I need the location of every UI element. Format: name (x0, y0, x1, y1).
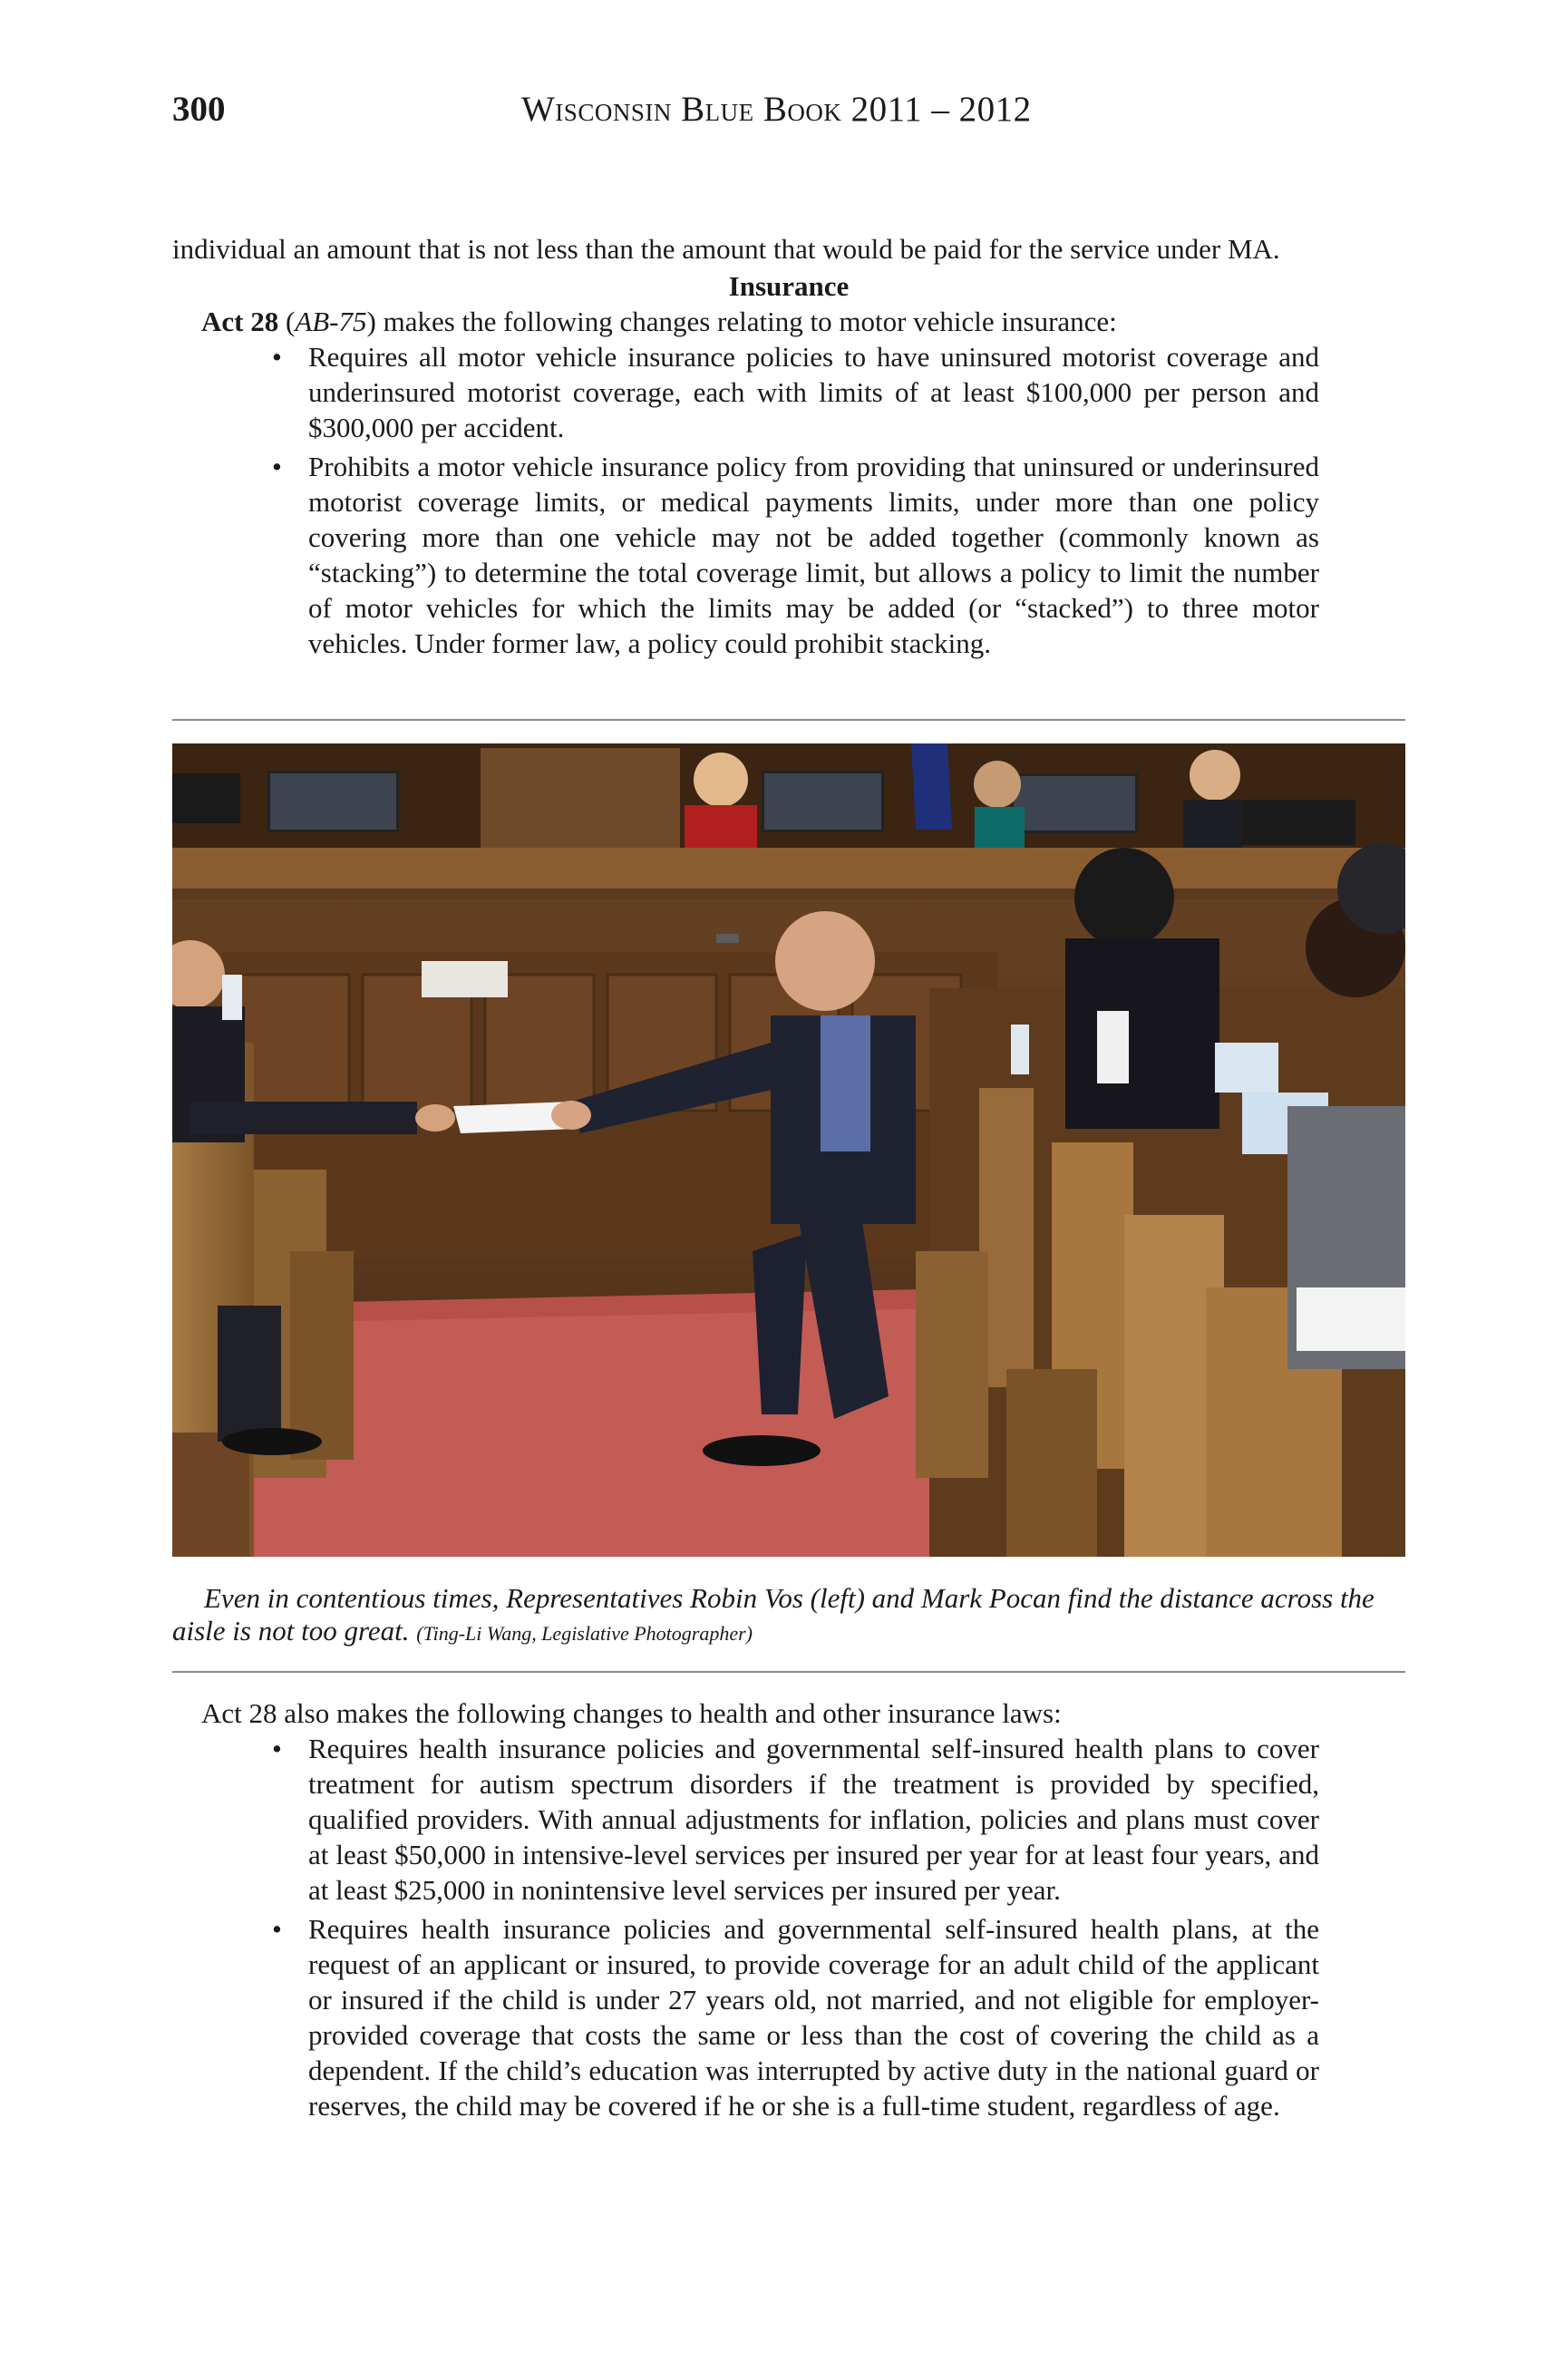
bullet-text: Prohibits a motor vehicle insurance policy from providing that uninsured or underinsured motorist coverage limits, or medical payments limits, under more than one policy covering more than one vehicle may not be added together (commonly known as “stacking”) to determine the total coverage limit, but allows a policy to limit the number of motor vehicles for which the limits may be added (or “stacked”) to three motor vehicles. Under former law, a policy could prohibit stacking. (308, 451, 1319, 659)
bullet-item (172, 339, 1405, 445)
health-intro: Act 28 also makes the following changes to health and other insurance laws: (201, 1697, 1062, 1729)
caption-text: Even in contentious times, Representatives Robin Vos (left) and Mark Pocan find the distance across the aisle is not too great. (172, 1582, 1375, 1647)
bullet-icon: • (272, 1913, 282, 1945)
divider-rule-bottom (172, 1671, 1405, 1673)
bullet-text: Requires health insurance policies and governmental self-insured health plans to cover treatment for autism spectrum disorders if the treatment is provided by specified, qualified providers. With annual adjustments for inflation, policies and plans must cover at least $50,000 in intensive-level services per insured per year for at least four years, and at least $25,000 in nonintensive level services per insured per year. (308, 1733, 1319, 1906)
bullet-item (172, 1731, 1405, 1908)
bullet-text: Requires all motor vehicle insurance policies to have uninsured motorist coverage and underinsured motorist coverage, each with limits of at least $100,000 per person and $300,000 per accident. (308, 341, 1319, 443)
bullet-text: Requires health insurance policies and governmental self-insured health plans, at the request of an applicant or insured, to provide coverage for an adult child of the applicant or insured if the child is under 27 years old, not married, and not eligible for employer-provided coverage that costs the same or less than the cost of covering the child as a dependent. If the child’s education was interrupted by active duty in the national guard or reserves, the child may be covered if he or she is a full-time student, regardless of age. (308, 1913, 1319, 2122)
photograph-illustration (172, 743, 1405, 1557)
act-28-intro: Act 28 (AB-75) makes the following changes relating to motor vehicle insurance: (201, 306, 1117, 337)
bullet-item (172, 1911, 1405, 2123)
bullet-icon: • (272, 451, 282, 482)
continuation-paragraph: individual an amount that is not less than the amount that would be paid for the service under MA. (172, 233, 1280, 265)
bullet-item (172, 449, 1405, 661)
bullet-icon: • (272, 1733, 282, 1764)
bill-number: AB-75 (295, 306, 367, 337)
motor-vehicle-bullet-list (172, 339, 1405, 661)
photo-caption (172, 1582, 1405, 1650)
book-title: Wisconsin Blue Book 2011 – 2012 (521, 90, 1032, 129)
lower-text (172, 1695, 1405, 2123)
page-number: 300 (172, 90, 226, 129)
photograph-assembly-floor (172, 743, 1405, 1557)
section-heading: Insurance (728, 270, 850, 302)
divider-rule-top (172, 719, 1405, 721)
act-intro-text: makes the following changes relating to motor vehicle insurance: (383, 306, 1117, 337)
health-bullet-list (172, 1731, 1405, 2123)
bullet-icon: • (272, 341, 282, 373)
photo-credit: (Ting-Li Wang, Legislative Photographer) (416, 1622, 753, 1645)
running-head (172, 89, 1405, 143)
act-label: Act 28 (201, 306, 279, 337)
upper-text (172, 231, 1405, 661)
